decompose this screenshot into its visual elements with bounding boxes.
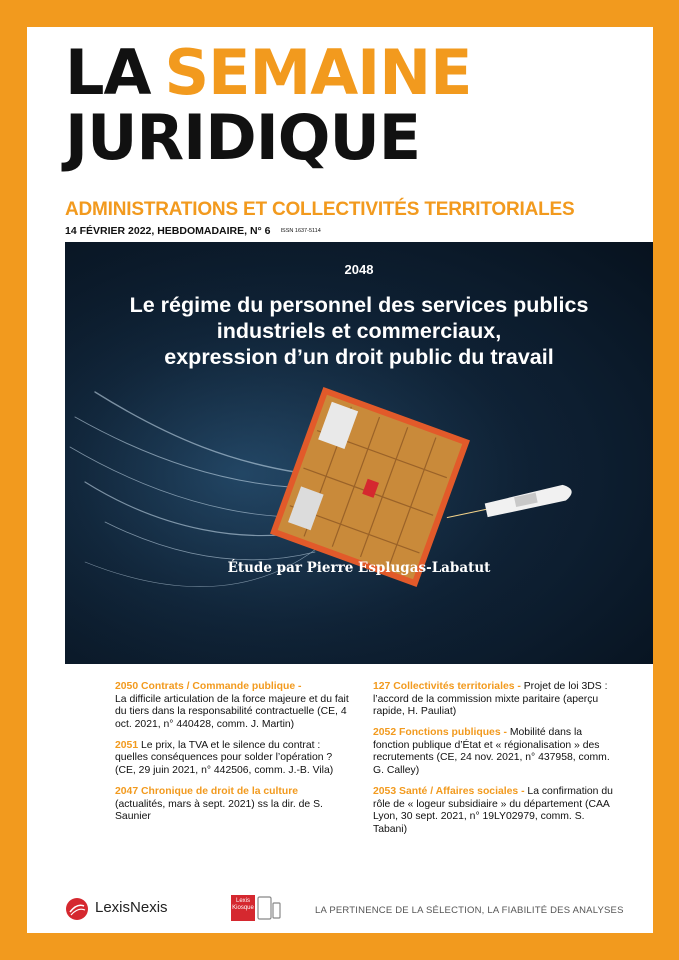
masthead-line-1 [65,36,472,109]
publisher-slogan: LA PERTINENCE DE LA SÉLECTION, LA FIABILITÉ DES ANALYSES [315,905,624,916]
toc-entry-text: La confirmation du rôle de « logeur subsidiaire » du département (CAA Lyon, 30 sept. 2021, n° 19LY02979, comm. S. Tabani) [373,785,613,835]
toc-entry-section: Chronique de droit de la culture [141,785,299,797]
feature-number: 2048 [344,262,374,277]
toc-entry-text: La difficile articulation de la force majeure et du fait du tiers dans la responsabilité contractuelle (CE, 4 oct. 2021, n° 440428, comm. J. Martin) [115,693,349,731]
table-of-contents-right [373,681,613,845]
toc-entry-number: 2047 [115,785,139,797]
toc-entry[interactable] [373,681,613,719]
feature-title-line: expression d’un droit public du travail [164,345,554,370]
table-of-contents-left [115,681,355,832]
lexisnexis-logo-icon [65,897,89,921]
toc-entry-number: 2051 [115,739,139,751]
toc-entry-number: 2050 [115,681,139,692]
masthead-juridique: JURIDIQUE [65,101,421,174]
devices-icon [257,895,281,921]
toc-entry[interactable] [373,727,613,778]
toc-entry-section: Fonctions publiques - [399,727,507,739]
kiosque-label: Lexis [235,898,250,904]
toc-entry[interactable] [115,740,355,778]
issue-date: 14 FÉVRIER 2022, HEBDOMADAIRE, N° 6 [65,225,271,237]
issn: ISSN 1637-5114 [280,228,321,235]
toc-entry-text: Le prix, la TVA et le silence du contrat : quelles conséquences pour solder l’opération ? (CE, 29 juin 2021, n° 442506, comm. J.-B. Vila) [115,739,334,777]
cover-sheet [27,27,653,933]
toc-entry[interactable] [115,681,355,732]
feature-title [85,292,633,371]
masthead-la: LA [65,36,151,109]
dateline [65,225,321,237]
toc-entry-section: Contrats / Commande publique - [141,681,302,692]
toc-entry-text: Mobilité dans la fonction publique d’État et « régionalisation » des recrutements (CE, 24 nov. 2021, n° 437958, comm. G. Calley) [373,727,610,777]
toc-entry-number: 2052 [373,727,397,739]
masthead-semaine: SEMAINE [164,36,472,109]
toc-entry-text: (actualités, mars à sept. 2021) ss la dir. de S. Saunier [115,798,323,823]
publisher-name: LexisNexis [95,899,168,916]
toc-entry[interactable] [373,786,613,837]
edition-subtitle: ADMINISTRATIONS ET COLLECTIVITÉS TERRITORIALES [65,199,575,220]
cover-footer [27,887,653,927]
feature-author: Étude par Pierre Esplugas-Labatut [227,560,491,576]
toc-entry[interactable] [115,786,355,824]
lexis-kiosque-badge[interactable] [231,895,255,921]
toc-entry-text: Projet de loi 3DS : l’accord de la commission mixte paritaire (aperçu rapide, H. Pauliat) [373,681,608,718]
toc-entry-number: 2053 [373,785,397,797]
toc-entry-number: 127 [373,681,391,692]
feature-title-line: Le régime du personnel des services publics [129,293,589,317]
feature-title-line: industriels et commerciaux, [216,319,502,344]
cover-photo [65,242,653,664]
toc-entry-section: Collectivités territoriales - [393,681,521,692]
toc-entry-section: Santé / Affaires sociales - [399,785,525,797]
kiosque-sublabel: Kiosque [232,904,254,911]
